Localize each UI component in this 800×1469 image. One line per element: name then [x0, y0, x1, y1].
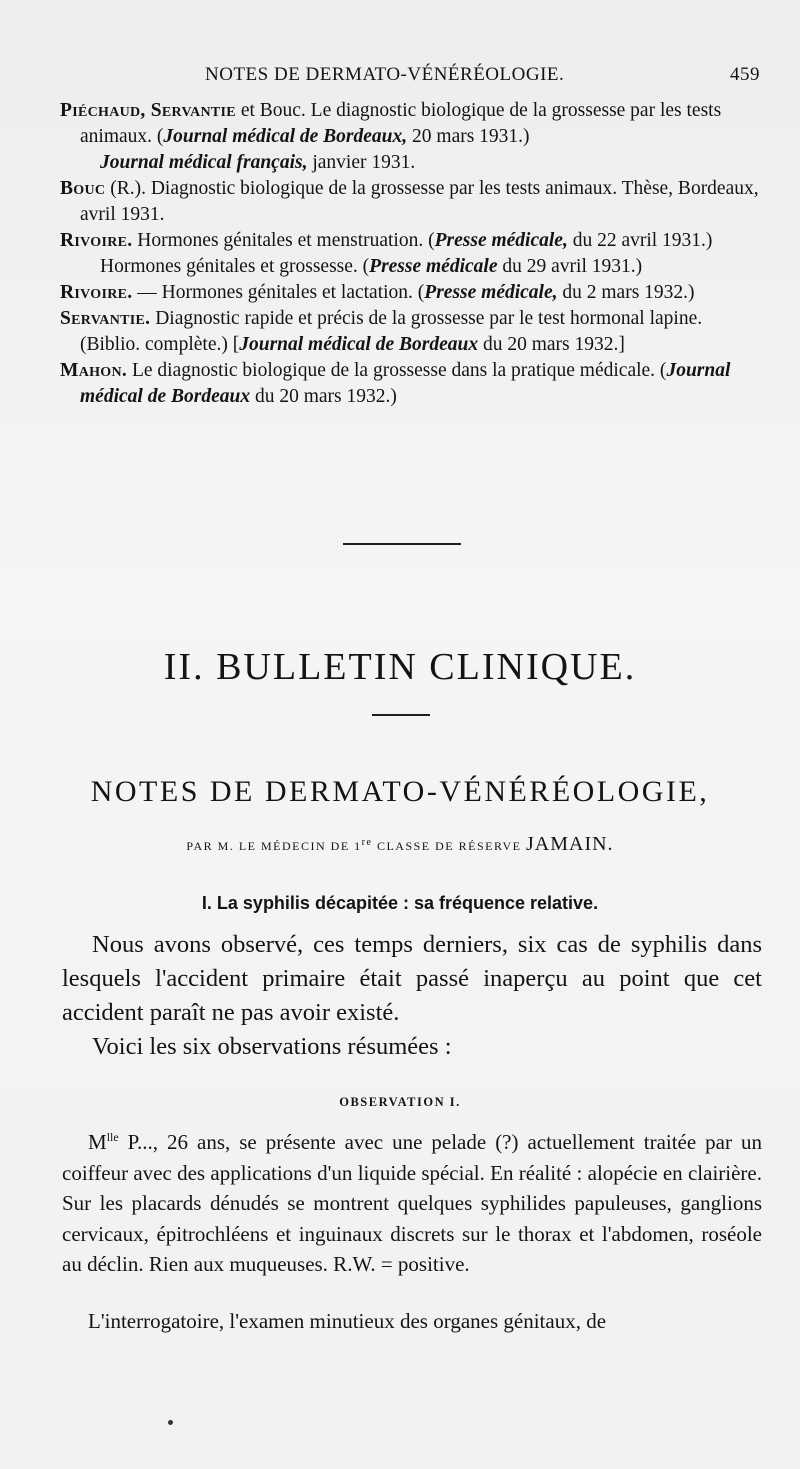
- entry-journal: Journal médical de Bordeaux,: [163, 126, 408, 147]
- entry-date: du 20 mars 1932.): [250, 386, 397, 407]
- byline-author-name: JAMAIN.: [526, 833, 614, 855]
- separator-rule: [372, 714, 430, 716]
- entry-date: janvier 1931.: [307, 152, 416, 173]
- entry-author: Mahon.: [60, 360, 128, 381]
- bibliography-entry: [60, 280, 764, 306]
- obs-text: P..., 26 ans, se présente avec une pelade (?) actuellement traitée par un coiffeur avec des applications d'un liquide spécial. En réalité : alopécie en clairière. Sur les placards dénudés se montrent quelques syphilides papuleuses, ganglions cervicaux, épitrochléens et inguinaux discrets sur le thorax et l'abdomen, roséole au déclin. Rien aux muqueuses. R.W. = positive.: [62, 1130, 762, 1276]
- obs-title-superscript: lle: [106, 1130, 119, 1144]
- entry-text: — Hormones génitales et lactation. (: [132, 282, 425, 303]
- bibliography: [60, 98, 764, 410]
- entry-journal: Journal médical français,: [100, 152, 308, 173]
- ink-speck: [168, 1420, 173, 1425]
- separator-rule: [343, 543, 461, 545]
- entry-author: Rivoire.: [60, 230, 133, 251]
- entry-author: Bouc: [60, 178, 106, 199]
- running-head-title: NOTES DE DERMATO-VÉNÉRÉOLOGIE.: [205, 64, 565, 85]
- byline-superscript: re: [361, 837, 373, 848]
- entry-date: du 22 avril 1931.): [567, 230, 713, 251]
- entry-date: du 29 avril 1931.): [497, 256, 643, 277]
- entry-journal: Journal médical de Bordeaux: [239, 334, 479, 355]
- entry-text: et Bouc. Le diagnostic biologique de la grossesse par les tests animaux. (: [80, 100, 722, 147]
- entry-text: Hormones génitales et grossesse. (: [100, 256, 370, 277]
- observation-label: OBSERVATION I.: [339, 1095, 461, 1109]
- entry-date: 20 mars 1931.): [407, 126, 530, 147]
- entry-text: Diagnostic rapide et précis de la grossesse par le test hormonal lapine. (Biblio. complète.) [: [80, 308, 703, 355]
- bibliography-entry: [60, 98, 764, 150]
- observation-paragraph-2: L'interrogatoire, l'examen minutieux des organes génitaux, de: [88, 1309, 607, 1333]
- entry-text: Hormones génitales et menstruation. (: [132, 230, 435, 251]
- bibliography-entry: [60, 306, 764, 358]
- article-title: NOTES DE DERMATO-VÉNÉRÉOLOGIE,: [90, 775, 710, 808]
- bibliography-entry: [60, 358, 764, 410]
- entry-text: (R.). Diagnostic biologique de la grossesse par les tests animaux. Thèse, Bordeaux, avril 1931.: [80, 178, 759, 225]
- byline-prefix: PAR M. LE MÉDECIN DE 1: [186, 839, 362, 853]
- intro-paragraph-2: Voici les six observations résumées :: [92, 1033, 452, 1060]
- bibliography-entry: [100, 254, 764, 280]
- entry-journal: Presse médicale,: [434, 230, 568, 251]
- byline-rank: CLASSE DE RÉSERVE: [372, 839, 526, 853]
- entry-journal: Journal médical de Bordeaux: [80, 360, 731, 407]
- bibliography-entry: [100, 150, 764, 176]
- entry-journal: Presse médicale,: [424, 282, 558, 303]
- entry-journal: Presse médicale: [369, 256, 498, 277]
- obs-title-abbrev: M: [88, 1130, 107, 1154]
- entry-date: du 2 mars 1932.): [557, 282, 695, 303]
- page-number: 459: [730, 64, 760, 85]
- entry-text: Le diagnostic biologique de la grossesse dans la pratique médicale. (: [127, 360, 667, 381]
- bibliography-entry: [60, 176, 764, 228]
- bibliography-entry: [60, 228, 764, 254]
- article-byline: [0, 833, 800, 856]
- entry-date: du 20 mars 1932.]: [478, 334, 625, 355]
- entry-author: Servantie.: [60, 308, 151, 329]
- intro-paragraph: Nous avons observé, ces temps derniers, six cas de syphilis dans lesquels l'accident primaire était passé inaperçu au point que cet accident paraît ne pas avoir existé.: [62, 931, 762, 1026]
- running-head: [60, 64, 760, 94]
- article-subheading: I. La syphilis décapitée : sa fréquence relative.: [201, 893, 599, 913]
- entry-author: Piéchaud, Servantie: [60, 100, 236, 121]
- section-title: II. BULLETIN CLINIQUE.: [163, 646, 637, 688]
- observation-paragraph: [62, 1122, 762, 1280]
- entry-author: Rivoire.: [60, 282, 133, 303]
